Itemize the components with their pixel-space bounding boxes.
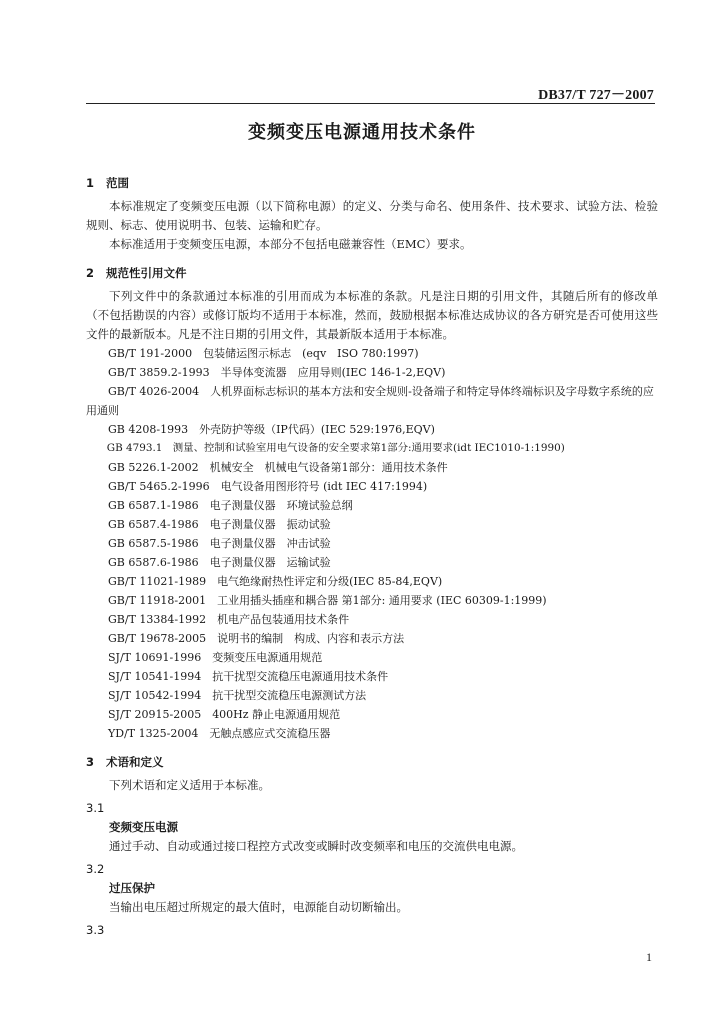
reference-item: GB/T 5465.2-1996 电气设备用图形符号 (idt IEC 417:1994) bbox=[108, 480, 428, 493]
clause-number: 3.2 bbox=[86, 862, 105, 876]
reference-item: GB 4208-1993 外壳防护等级（IP代码）(IEC 529:1976,EQV) bbox=[108, 423, 435, 436]
section-1-heading: 1 范围 bbox=[86, 176, 129, 190]
reference-item: GB 6587.6-1986 电子测量仪器 运输试验 bbox=[108, 556, 331, 569]
page-number: 1 bbox=[646, 950, 652, 964]
reference-item: GB/T 11021-1989 电气绝缘耐热性评定和分级(IEC 85-84,EQV) bbox=[108, 575, 443, 588]
reference-item: GB 4793.1 测量、控制和试验室用电气设备的安全要求第1部分:通用要求(idt IEC1010-1:1990) bbox=[106, 442, 565, 454]
paragraph: 本标准规定了变频变压电源（以下简称电源）的定义、分类与命名、使用条件、技术要求、试验方法、检验规则、标志、使用说明书、包装、运输和贮存。 bbox=[86, 199, 658, 232]
paragraph: 本标准适用于变频变压电源，本部分不包括电磁兼容性（EMC）要求。 bbox=[109, 237, 472, 251]
header-rule bbox=[86, 103, 655, 104]
reference-item: GB/T 13384-1992 机电产品包装通用技术条件 bbox=[108, 613, 350, 626]
section-3-heading: 3 术语和定义 bbox=[86, 755, 164, 769]
reference-item: GB/T 11918-2001 工业用插头插座和耦合器 第1部分: 通用要求 (IEC 60309-1:1999) bbox=[108, 594, 547, 607]
term-definition: 通过手动、自动或通过接口程控方式改变或瞬时改变频率和电压的交流供电电源。 bbox=[109, 839, 523, 853]
reference-item: GB/T 19678-2005 说明书的编制 构成、内容和表示方法 bbox=[108, 632, 405, 645]
document-body bbox=[86, 174, 658, 940]
reference-item: SJ/T 10541-1994 抗干扰型交流稳压电源通用技术条件 bbox=[108, 670, 389, 683]
reference-item: SJ/T 20915-2005 400Hz 静止电源通用规范 bbox=[108, 708, 341, 721]
clause-number: 3.3 bbox=[86, 923, 105, 937]
reference-item: GB/T 4026-2004 人机界面标志标识的基本方法和安全规则-设备端子和特定导体终端标识及字母数字系统的应用通则 bbox=[86, 385, 654, 417]
reference-item: GB 5226.1-2002 机械安全 机械电气设备第1部分：通用技术条件 bbox=[108, 461, 448, 474]
term-definition: 当输出电压超过所规定的最大值时，电源能自动切断输出。 bbox=[109, 900, 408, 914]
term-title: 过压保护 bbox=[109, 881, 155, 895]
paragraph: 下列文件中的条款通过本标准的引用而成为本标准的条款。凡是注日期的引用文件，其随后所有的修改单（不包括勘误的内容）或修订版均不适用于本标准，然而，鼓励根据本标准达成协议的各方研究是否可使用这些文件的最新版本。凡是不注日期的引用文件，其最新版本适用于本标准。 bbox=[86, 289, 658, 341]
reference-item: GB 6587.5-1986 电子测量仪器 冲击试验 bbox=[108, 537, 331, 550]
reference-item: SJ/T 10691-1996 变频变压电源通用规范 bbox=[108, 651, 323, 664]
clause-number: 3.1 bbox=[86, 801, 105, 815]
paragraph: 下列术语和定义适用于本标准。 bbox=[109, 778, 270, 792]
reference-item: YD/T 1325-2004 无触点感应式交流稳压器 bbox=[108, 727, 331, 740]
document-number: DB37/T 727－2007 bbox=[538, 88, 654, 103]
document-title: 变频变压电源通用技术条件 bbox=[248, 122, 476, 143]
section-2-heading: 2 规范性引用文件 bbox=[86, 266, 187, 280]
term-title: 变频变压电源 bbox=[109, 820, 178, 834]
reference-item: GB 6587.1-1986 电子测量仪器 环境试验总纲 bbox=[108, 499, 353, 512]
reference-item: GB/T 191-2000 包装储运图示标志 (eqv ISO 780:1997) bbox=[108, 347, 419, 360]
reference-item: SJ/T 10542-1994 抗干扰型交流稳压电源测试方法 bbox=[108, 689, 367, 702]
reference-item: GB/T 3859.2-1993 半导体变流器 应用导则(IEC 146-1-2,EQV) bbox=[108, 366, 446, 379]
reference-item: GB 6587.4-1986 电子测量仪器 振动试验 bbox=[108, 518, 331, 531]
